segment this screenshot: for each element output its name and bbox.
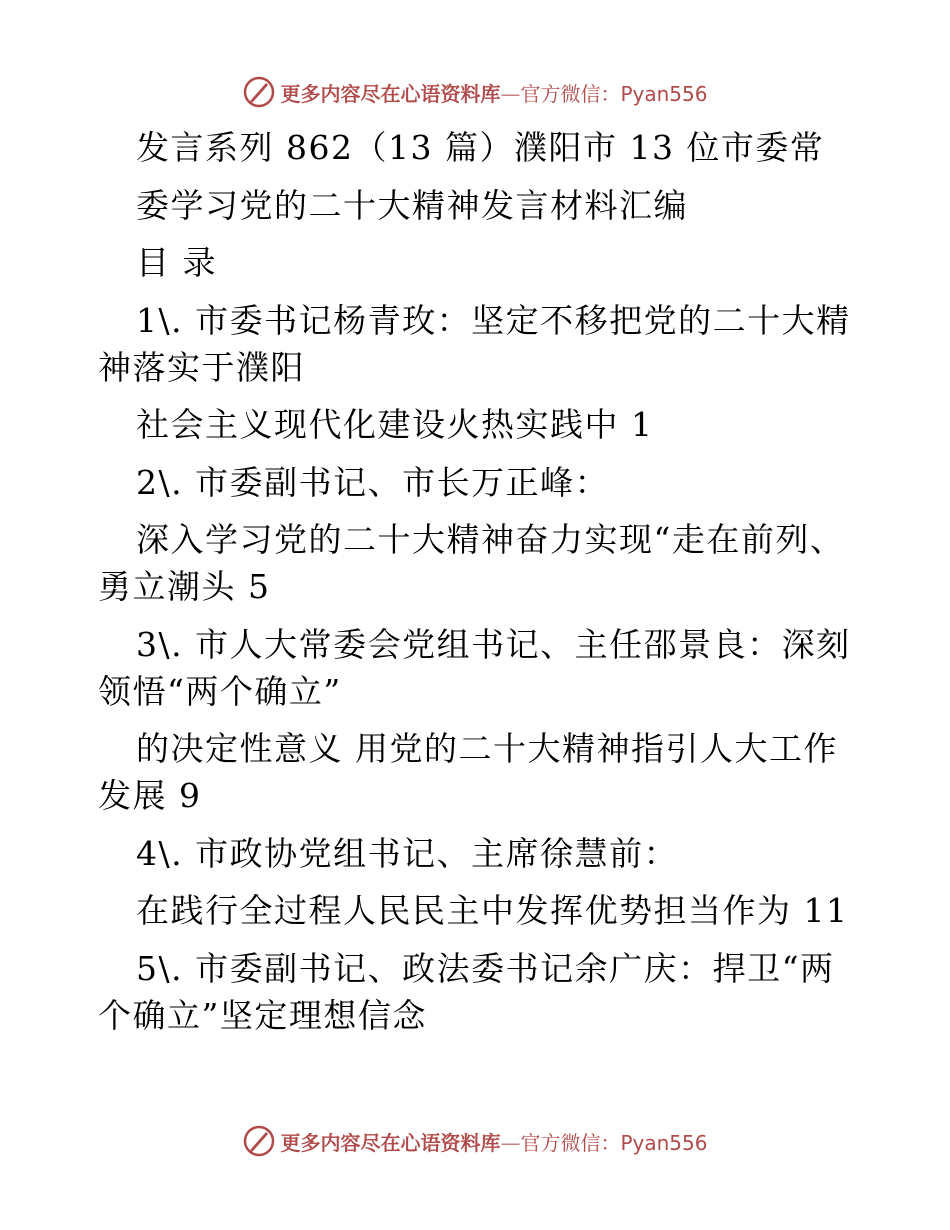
toc-entry-line: 5\. 市委副书记、政法委书记余广庆：捍卫“两	[136, 948, 835, 988]
watermark-text: 更多内容尽在心语资料库	[280, 82, 501, 106]
toc-entry	[98, 945, 858, 1039]
toc-entry-line: 的决定性意义 用党的二十大精神指引人大工作	[136, 729, 838, 768]
quill-pen-icon	[242, 75, 276, 109]
toc-entry	[98, 621, 858, 820]
watermark-separator: —	[500, 82, 521, 106]
toc-entry-line: 2\. 市委副书记、市长万正峰：	[136, 462, 610, 502]
toc-entry-line: 个确立”坚定理想信念	[98, 995, 427, 1035]
watermark-tag: 官方微信：Pyan556	[520, 82, 708, 106]
toc-entry-line: 社会主义现代化建设火热实践中 1	[136, 405, 654, 444]
doc-title-line-1: 发言系列 862（13 篇）濮阳市 13 位市委常	[136, 128, 825, 167]
toc-entry-line: 1\. 市委书记杨青玫：坚定不移把党的二十大精	[136, 300, 851, 340]
header-watermark	[0, 77, 950, 111]
toc-entry	[98, 459, 858, 611]
toc-entry-line: 神落实于濮阳	[98, 347, 305, 387]
toc-entry-line: 领悟“两个确立”	[98, 671, 342, 711]
watermark-text: 更多内容尽在心语资料库	[280, 1131, 501, 1155]
document-body	[98, 124, 858, 1039]
watermark-separator: —	[500, 1131, 521, 1155]
toc-entry-line: 4\. 市政协党组书记、主席徐慧前：	[136, 833, 679, 873]
toc-entry	[98, 830, 858, 935]
doc-title-line-2: 委学习党的二十大精神发言材料汇编	[136, 185, 688, 225]
toc-entry	[98, 297, 858, 449]
toc-heading: 目 录	[136, 243, 217, 282]
toc-entry-line: 3\. 市人大常委会党组书记、主任邵景良：深刻	[136, 624, 851, 664]
toc-entry-line: 发展 9	[98, 776, 202, 815]
toc-entry-line: 勇立潮头 5	[98, 567, 271, 606]
toc-entry-line: 深入学习党的二十大精神奋力实现“走在前列、	[136, 520, 845, 559]
toc-entry-line: 在践行全过程人民民主中发挥优势担当作为 11	[136, 891, 849, 930]
watermark-tag: 官方微信：Pyan556	[520, 1131, 708, 1155]
quill-pen-icon	[242, 1124, 276, 1158]
footer-watermark	[0, 1126, 950, 1160]
